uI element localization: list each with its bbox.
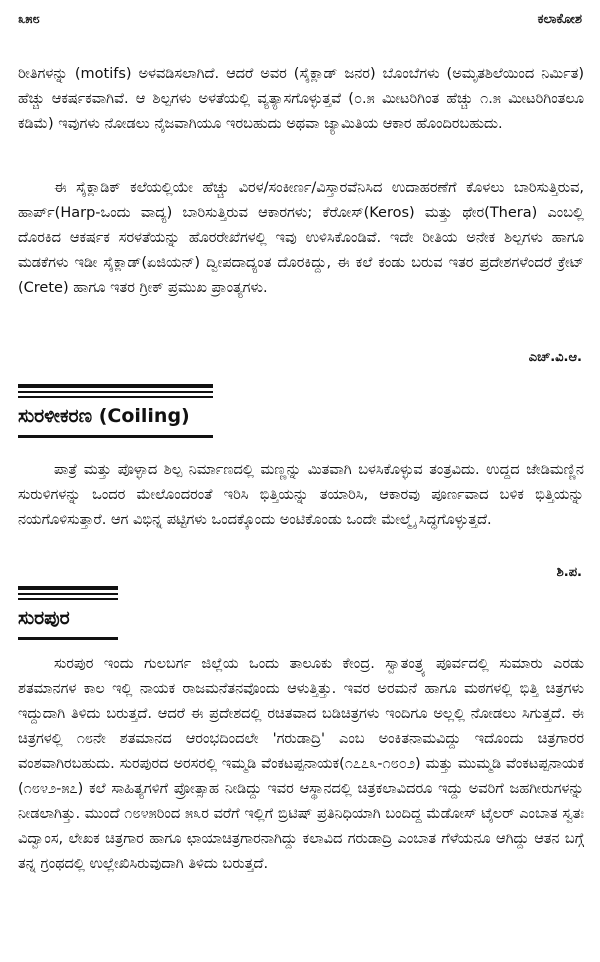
entry-continued-paragraph-2: ಈ ಸೈಕ್ಲಾಡಿಕ್ ಕಲೆಯಲ್ಲಿಯೇ ಹೆಚ್ಚು ವಿರಳ/ಸಂಕೀರ್ಣ/ವಿಸ್ತಾರವೆನಿಸಿದ ಉದಾಹರಣೆಗೆ ಕೊಳಲು ಬಾರಿಸುತ್ತಿರುವ, ಹಾರ್ಪ್(Harp-ಒಂದು ವಾದ್ಯ) ಬಾರಿಸುತ್ತಿರುವ ಆಕಾರಗಳು; ಕೆರೋಸ್(Keros) ಮತ್ತು ಥೇರ(Thera) ಎಂಬಲ್ಲಿ ದೊರಕಿದ ಆಕರ್ಷಕ ಸರಳತೆಯನ್ನು ಹೊರರೇಖೆಗಳಲ್ಲಿ ಇವು ಉಳಿಸಿಕೊಂಡಿವೆ. ಇದೇ ರೀತಿಯ ಅನೇಕ ಶಿಲ್ಪಗಳು ಹಾಗೂ ಮಡಕೆಗಳು ಇಡೀ ಸೈಕ್ಲಾಡ್(ಏಜಿಯನ್) ದ್ವೀಪದಾದ್ಯಂತ ದೊರಕಿದ್ದು, ಈ ಕಲೆ ಕಂಡು ಬರುವ ಇತರ ಪ್ರದೇಶಗಳೆಂದರೆ ಕ್ರೇಟ್ (Crete) ಹಾಗೂ ಇತರ ಗ್ರೀಕ್ ಪ್ರಮುಖ ಪ್ರಾಂತ್ಯಗಳು. xyxy=(18,180,584,296)
heading-title-surapura: ಸುರಪುರ xyxy=(18,607,70,629)
entry-body-coiling: ಪಾತ್ರೆ ಮತ್ತು ಪೊಳ್ಳಾದ ಶಿಲ್ಪ ನಿರ್ಮಾಣದಲ್ಲಿ ಮಣ್ಣನ್ನು ಮಿತವಾಗಿ ಬಳಸಿಕೊಳ್ಳುವ ತಂತ್ರವಿದು. ಉದ್ದದ ಜೇಡಿಮಣ್ಣಿನ ಸುರುಳಿಗಳನ್ನು ಒಂದರ ಮೇಲೊಂದರಂತೆ ಇರಿಸಿ ಭಿತ್ತಿಯನ್ನು ತಯಾರಿಸಿ, ಆಕಾರವು ಪೂರ್ಣವಾದ ಬಳಿಕ ಭಿತ್ತಿಯನ್ನು ನಯಗೊಳಿಸುತ್ತಾರೆ. ಆಗ ವಿಭಿನ್ನ ಪಟ್ಟಿಗಳು ಒಂದಕ್ಕೊಂದು ಅಂಟಿಕೊಂಡು ಒಂದೇ ಮೇಲ್ಮೈ ಸಿದ್ಧಗೊಳ್ಳುತ್ತದೆ. xyxy=(18,462,584,528)
entry-body-surapura: ಸುರಪುರ ಇಂದು ಗುಲಬರ್ಗ ಜಿಲ್ಲೆಯ ಒಂದು ತಾಲೂಕು ಕೇಂದ್ರ. ಸ್ವಾತಂತ್ರ್ಯ ಪೂರ್ವದಲ್ಲಿ ಸುಮಾರು ಎರಡು ಶತಮಾನಗಳ ಕಾಲ ಇಲ್ಲಿ ನಾಯಕ ರಾಜಮನೆತನವೊಂದು ಆಳುತ್ತಿತ್ತು. ಇವರ ಅರಮನೆ ಹಾಗೂ ಮಠಗಳಲ್ಲಿ ಭಿತ್ತಿ ಚಿತ್ರಗಳು ಇದ್ದುದಾಗಿ ತಿಳಿದು ಬರುತ್ತದೆ. ಆದರೆ ಈ ಪ್ರದೇಶದಲ್ಲಿ ರಚಿತವಾದ ಬಡಿಚಿತ್ರಗಳು ಇಂದಿಗೂ ಅಲ್ಲಲ್ಲಿ ನೋಡಲು ಸಿಗುತ್ತದೆ. ಈ ಚಿತ್ರಗಳಲ್ಲಿ ೧೮ನೇ ಶತಮಾನದ ಆರಂಭದಿಂದಲೇ 'ಗರುಡಾದ್ರಿ' ಎಂಬ ಅಂಕಿತನಾಮವಿದ್ದು ಇದೊಂದು ಚಿತ್ರಗಾರರ ವಂಶವಾಗಿರಬಹುದು. ಸುರಪುರದ ಅರಸರಲ್ಲಿ ಇಮ್ಮಡಿ ವೆಂಕಟಪ್ಪನಾಯಕ(೧೭೭೩-೧೮೦೨) ಮತ್ತು ಮುಮ್ಮಡಿ ವೆಂಕಟಪ್ಪನಾಯಕ (೧೮೪೨-೫೭) ಕಲೆ ಸಾಹಿತ್ಯಗಳಿಗೆ ಪ್ರೋತ್ಸಾಹ ನೀಡಿದ್ದು ಇವರ ಆಸ್ಥಾನದಲ್ಲಿ ಚಿತ್ರಕಲಾವಿದರೂ ಇದ್ದು ಅವರಿಗೆ ಜಹಗೀರುಗಳನ್ನು ನೀಡಲಾಗಿತ್ತು. ಮುಂದೆ ೧೮೪೫ರಿಂದ ೫೩ರ ವರೆಗೆ ಇಲ್ಲಿಗೆ ಬ್ರಿಟಿಷ್ ಪ್ರತಿನಿಧಿಯಾಗಿ ಬಂದಿದ್ದ ಮೆಡೋಸ್ ಟೈಲರ್ ಎಂಬಾತ ಸ್ವತಃ ವಿದ್ವಾಂಸ, ಲೇಖಕ ಚಿತ್ರಗಾರ ಹಾಗೂ ಛಾಯಾಚಿತ್ರಗಾರನಾಗಿದ್ದು ಕಲಾವಿದ ಗರುಡಾದ್ರಿ ಎಂಬಾತ ಗೆಳೆಯನೂ ಆಗಿದ್ದು ಆತನ ಬಗ್ಗೆ ತನ್ನ ಗ್ರಂಥದಲ್ಲಿ ಉಲ್ಲೇಖಿಸಿರುವುದಾಗಿ ತಿಳಿದು ಬರುತ್ತದೆ. xyxy=(18,656,584,872)
entry-heading-coiling xyxy=(18,384,213,438)
heading-underline xyxy=(18,435,213,438)
book-title: ಕಲಾಕೋಶ xyxy=(537,12,582,27)
author-initials-2: ಶಿ.ಪ. xyxy=(556,565,582,580)
author-initials-1: ಎಚ್.ವಿ.ಆ. xyxy=(528,350,582,365)
running-header xyxy=(18,12,582,32)
heading-rules xyxy=(18,384,213,398)
page-number: ೩೫೮ xyxy=(18,12,40,27)
entry-heading-surapura xyxy=(18,586,118,640)
heading-title-coiling: ಸುರಳೀಕರಣ (Coiling) xyxy=(18,405,190,427)
heading-rules xyxy=(18,586,118,600)
entry-continued-paragraph-1: ರೀತಿಗಳನ್ನು (motifs) ಅಳವಡಿಸಲಾಗಿದೆ. ಆದರೆ ಅವರ (ಸೈಕ್ಲಾಡ್ ಜನರ) ಬೊಂಬೆಗಳು (ಅಮೃತಶಿಲೆಯಿಂದ ನಿರ್ಮಿತ) ಹೆಚ್ಚು ಆಕರ್ಷಕವಾಗಿವೆ. ಆ ಶಿಲ್ಪಗಳು ಅಳತೆಯಲ್ಲಿ ವ್ಯತ್ಯಾಸಗೊಳ್ಳುತ್ತವೆ (೦.೫ ಮೀಟರಿಗಿಂತ ಹೆಚ್ಚು ೧.೫ ಮೀಟರಿಗಿಂತಲೂ ಕಡಿಮೆ) ಇವುಗಳು ನೋಡಲು ನೈಜವಾಗಿಯೂ ಇರಬಹುದು ಅಥವಾ ಜ್ಯಾಮಿತಿಯ ಆಕಾರ ಹೊಂದಿರಬಹುದು. xyxy=(18,66,584,132)
heading-underline xyxy=(18,637,118,640)
